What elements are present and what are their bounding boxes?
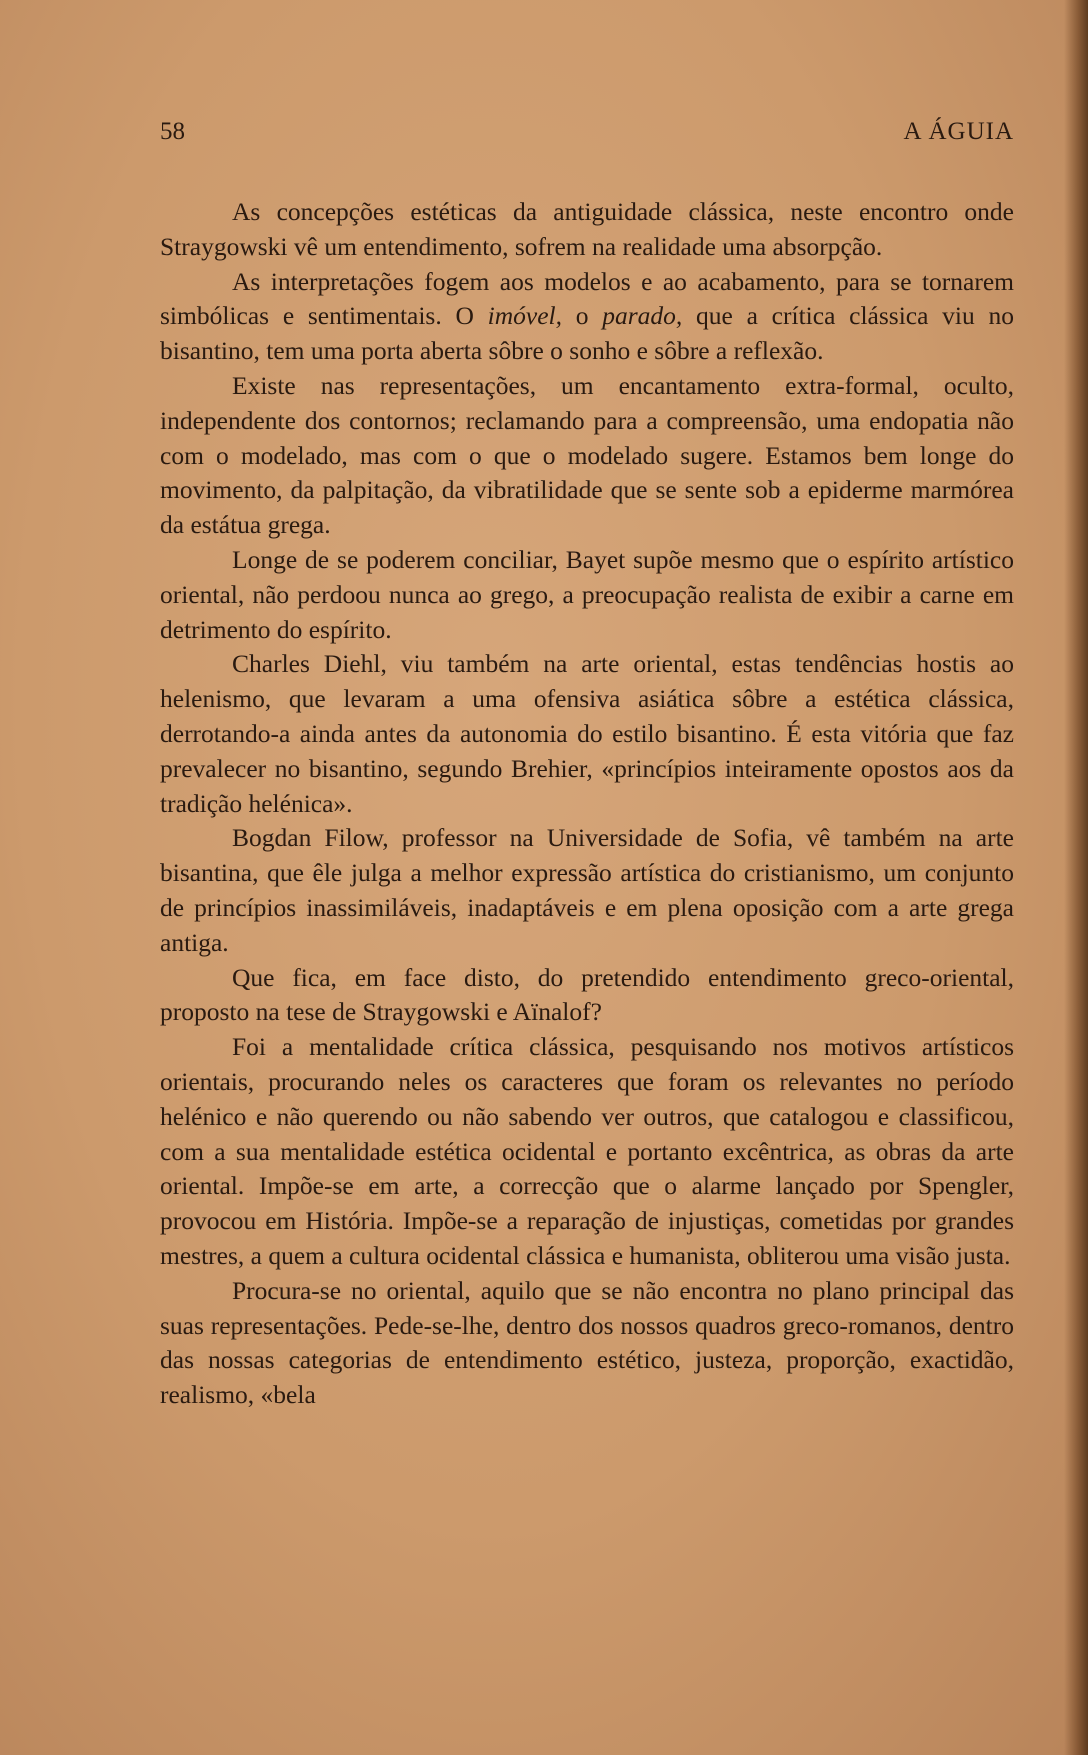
paragraph-5: Charles Diehl, viu também na arte oriental, estas tendências hostis ao helenismo, que levaram a uma ofensiva asiática sôbre a estética clássica, derrotando-a ainda antes da autonomia do estilo bisantino. É esta vitória que faz prevalecer no bisantino, segundo Brehier, «princípios inteiramente opostos aos da tradição helénica». <box>160 649 1014 818</box>
paragraph-2-start: As interpretações fogem aos modelos e ao acabamento, para se tornarem simbólicas e sentimentais. <box>160 266 1014 331</box>
paragraph-2 <box>160 265 1014 369</box>
page-edge-shadow <box>1064 0 1088 1755</box>
paragraph-2-middle: o <box>562 301 603 331</box>
paragraph-2-before: O <box>441 301 488 331</box>
page-header <box>160 118 1014 154</box>
paragraph-9: Procura-se no oriental, aquilo que se não encontra no plano principal das suas representações. Pede-se-lhe, dentro dos nossos quadros greco-romanos, dentro das nossas categorias de entendimento estético, justeza, proporção, exactidão, realismo, «bela <box>160 1275 1014 1410</box>
paragraph-2-end: que a crítica clássica viu no bisantino, tem uma porta aberta sôbre o sonho e sôbre a reflexão. <box>160 301 1014 366</box>
page-number: 58 <box>160 118 185 145</box>
paragraph-4: Longe de se poderem conciliar, Bayet supõe mesmo que o espírito artístico oriental, não perdoou nunca ao grego, a preocupação realista de exibir a carne em detrimento do espírito. <box>160 544 1014 644</box>
italic-immovel: imóvel, <box>487 301 562 331</box>
running-title: A ÁGUIA <box>903 118 1014 145</box>
paragraph-3: Existe nas representações, um encantamento extra-formal, oculto, independente dos contornos; reclamando para a compreensão, uma endopatia não com o modelado, mas com o que o modelado sugere. Estamos bem longe do movimento, da palpitação, da vibratilidade que se sente sob a epiderme marmórea da estátua grega. <box>160 370 1014 540</box>
paragraph-6: Bogdan Filow, professor na Universidade de Sofia, vê também na arte bisantina, que êle julga a melhor expressão artística do cristianismo, um conjunto de princípios inassimiláveis, inadaptáveis e em plena oposição com a arte grega antiga. <box>160 823 1014 957</box>
paragraph-7: Que fica, em face disto, do pretendido entendimento greco-oriental, proposto na tese de Straygowski e Aïnalof? <box>160 962 1014 1027</box>
italic-parado: parado, <box>602 301 683 331</box>
paragraph-1: As concepções estéticas da antiguidade clássica, neste encontro onde Straygowski vê um entendimento, sofrem na realidade uma absorpção. <box>160 197 1014 261</box>
body-text <box>160 195 1014 1413</box>
paragraph-8: Foi a mentalidade crítica clássica, pesquisando nos motivos artísticos orientais, procurando neles os caracteres que foram os relevantes no período helénico e não querendo ou não sabendo ver outros, que catalogou e classificou, com a sua mentalidade estética ocidental e portanto excêntrica, as obras da arte oriental. Impõe-se em arte, a correcção que o alarme lançado por Spengler, provocou em História. Impõe-se a reparação de injustiças, cometidas por grandes mestres, a quem a cultura ocidental clássica e humanista, obliterou uma visão justa. <box>160 1032 1014 1270</box>
